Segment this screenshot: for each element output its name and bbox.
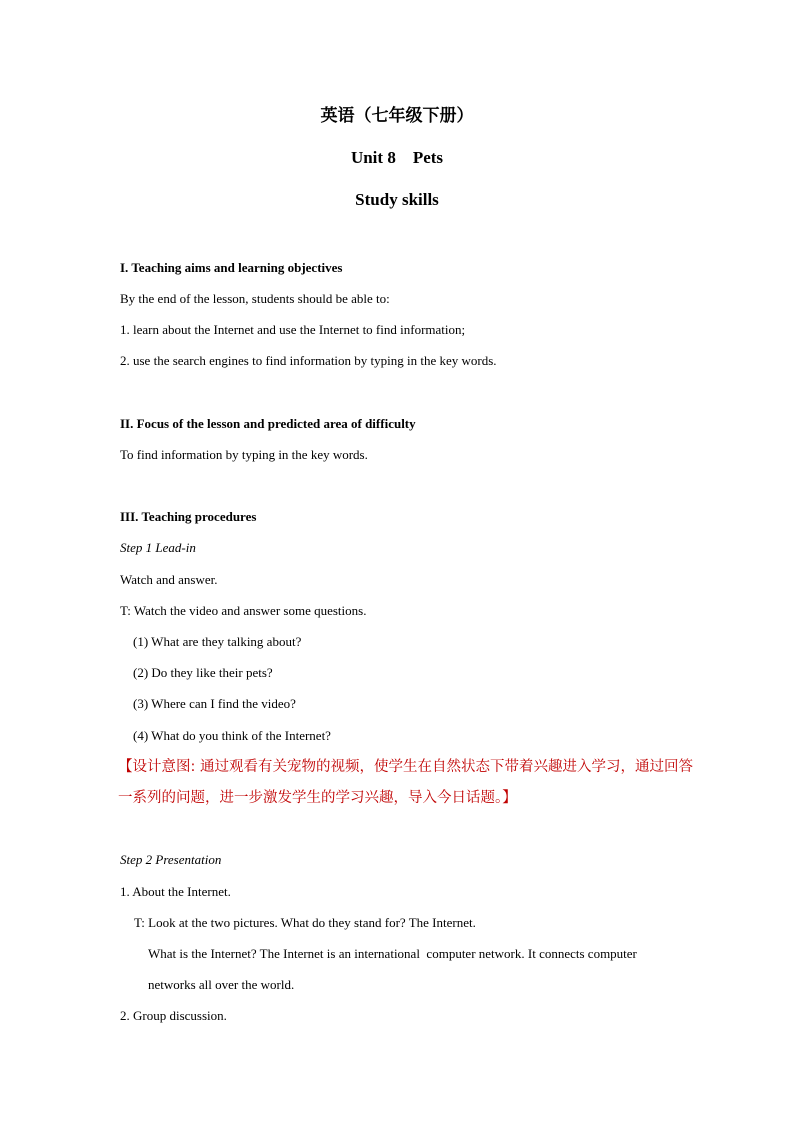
objective-item: 2. use the search engines to find information by typing in the key words. <box>120 353 497 368</box>
section-2-heading: II. Focus of the lesson and predicted area of difficulty <box>120 416 416 431</box>
question-item: (2) Do they like their pets? <box>133 665 273 680</box>
design-note-line-2: 一系列的问题，进一步激发学生的学习兴趣，导入今日话题。】 <box>118 790 517 806</box>
lesson-title: Study skills <box>355 190 439 209</box>
internet-definition-line-1: What is the Internet? The Internet is an international computer network. It connects computer <box>148 946 637 961</box>
question-item: (1) What are they talking about? <box>133 634 302 649</box>
question-item: (4) What do you think of the Internet? <box>133 728 331 743</box>
question-item: (3) Where can I find the video? <box>133 696 296 711</box>
objective-item: 1. learn about the Internet and use the Internet to find information; <box>120 322 466 337</box>
section-2-text: To find information by typing in the key words. <box>120 447 368 462</box>
internet-definition-line-2: networks all over the world. <box>148 977 295 992</box>
step-1-instruction: Watch and answer. <box>120 572 218 587</box>
step-2-item-2: 2. Group discussion. <box>120 1008 227 1023</box>
step-2-item-1: 1. About the Internet. <box>120 884 231 899</box>
step-2-teacher-line: T: Look at the two pictures. What do they stand for? The Internet. <box>134 915 476 930</box>
design-note-line-1: 【设计意图: 通过观看有关宠物的视频，使学生在自然状态下带着兴趣进入学习，通过回答 <box>118 759 693 775</box>
section-3-heading: III. Teaching procedures <box>120 509 257 524</box>
step-1-label: Step 1 Lead-in <box>120 540 196 555</box>
section-1-heading: I. Teaching aims and learning objectives <box>120 260 343 275</box>
step-2-label: Step 2 Presentation <box>120 852 222 867</box>
section-1-intro: By the end of the lesson, students should be able to: <box>120 291 390 306</box>
step-1-teacher-line: T: Watch the video and answer some questions. <box>120 603 367 618</box>
page-title-cn: 英语（七年级下册） <box>320 106 474 126</box>
unit-title: Unit 8 Pets <box>350 148 444 167</box>
